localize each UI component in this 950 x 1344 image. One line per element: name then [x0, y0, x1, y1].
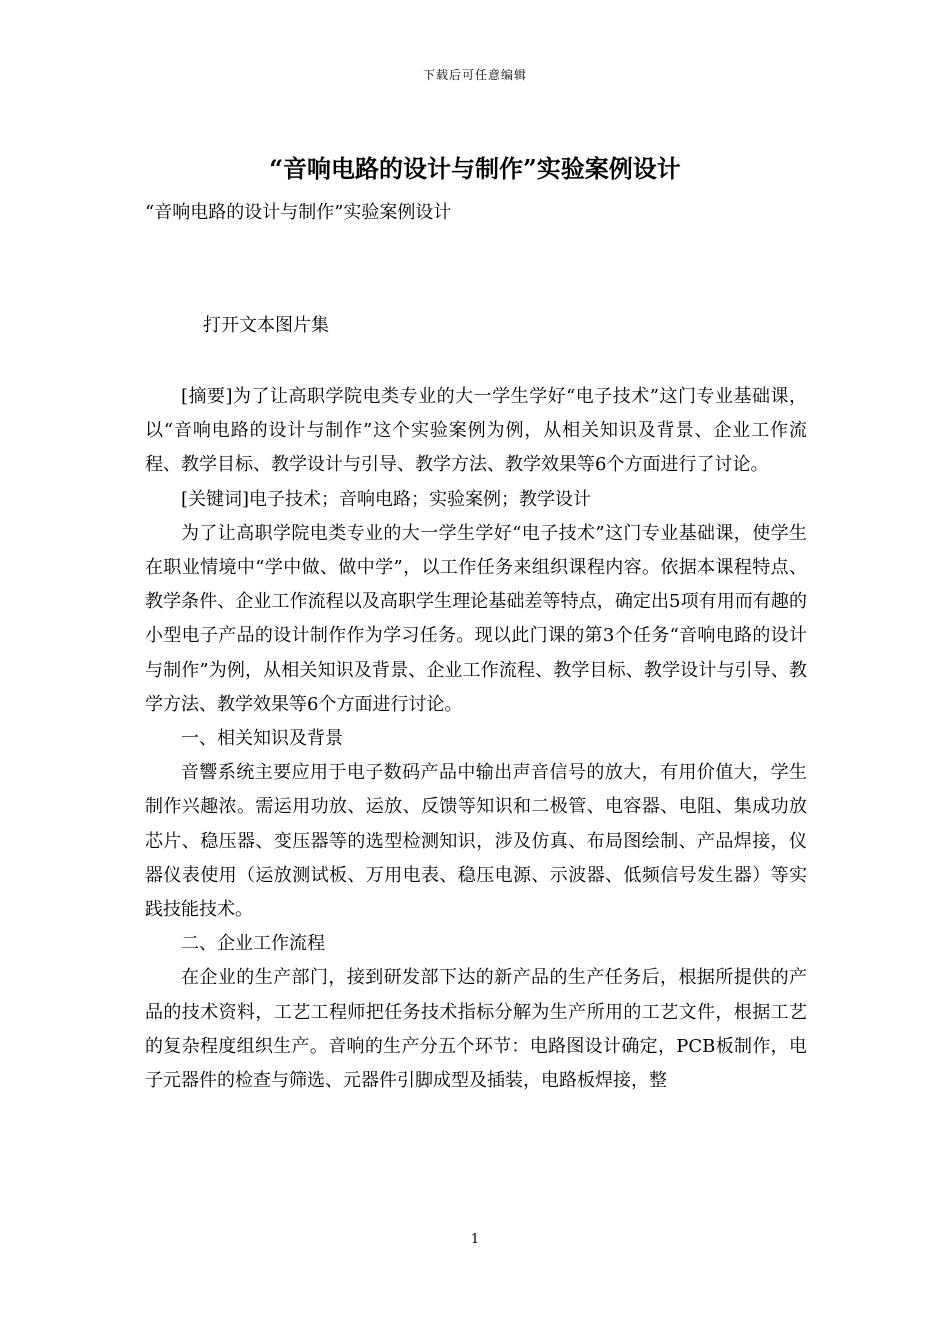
body-text	[145, 380, 807, 1098]
header-note: 下载后可任意编辑	[422, 68, 527, 82]
keywords-paragraph: [关键词]电子技术；音响电路；实验案例；教学设计	[181, 488, 592, 510]
abstract-paragraph: [摘要]为了让高职学院电类专业的大一学生学好“电子技术”这门专业基础课，以“音响电路的设计与制作”这个实验案例为例，从相关知识及背景、企业工作流程、教学目标、教学设计与引导、教学方法、教学效果等6个方面进行了讨论。	[145, 386, 807, 476]
section-heading-workflow: 二、企业工作流程	[181, 933, 325, 955]
section-heading-background: 一、相关知识及背景	[181, 728, 343, 750]
document-subtitle: “音响电路的设计与制作”实验案例设计	[145, 202, 452, 223]
page-title: “音响电路的设计与制作”实验案例设计	[269, 154, 681, 183]
open-image-gallery-link[interactable]: 打开文本图片集	[203, 315, 329, 336]
intro-paragraph: 为了让高职学院电类专业的大一学生学好“电子技术”这门专业基础课，使学生在职业情境中“学中做、做中学”，以工作任务来组织课程内容。依据本课程特点、教学条件、企业工作流程以及高职学生理论基础差等特点，确定出5项有用而有趣的小型电子产品的设计制作作为学习任务。现以此门课的第3个任务“音响电路的设计与制作”为例，从相关知识及背景、企业工作流程、教学目标、教学设计与引导、教学方法、教学效果等6个方面进行讨论。	[145, 522, 807, 715]
background-paragraph: 音響系统主要应用于电子数码产品中输出声音信号的放大，有用价值大，学生制作兴趣浓。需运用功放、运放、反馈等知识和二极管、电容器、电阻、集成功放芯片、稳压器、变压器等的选型检测知识，涉及仿真、布局图绘制、产品焊接，仪器仪表使用（运放测试板、万用电表、稳压电源、示波器、低频信号发生器）等实践技能技术。	[145, 762, 807, 921]
page-number: 1	[470, 1232, 480, 1247]
workflow-paragraph: 在企业的生产部门，接到研发部下达的新产品的生产任务后，根据所提供的产品的技术资料，工艺工程师把任务技术指标分解为生产所用的工艺文件，根据工艺的复杂程度组织生产。音响的生产分五个环节：电路图设计确定，PCB板制作，电子元器件的检查与筛选、元器件引脚成型及插装，电路板焊接，整	[145, 967, 807, 1092]
